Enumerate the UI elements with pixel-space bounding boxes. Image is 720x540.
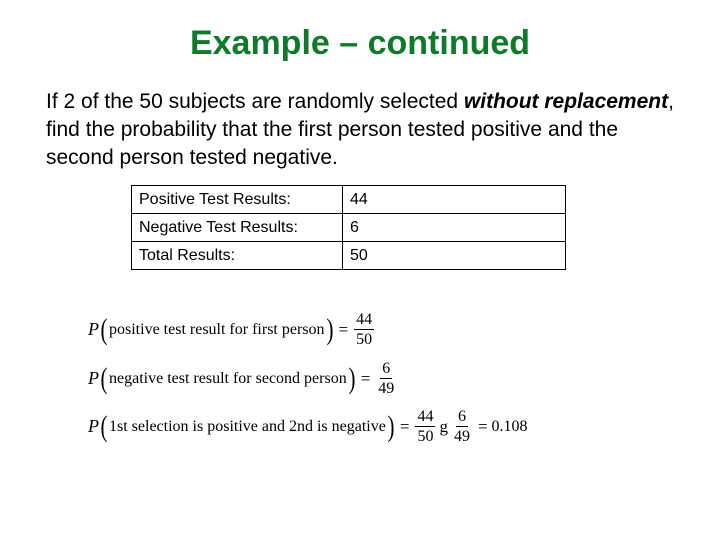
event-text: negative test result for second person	[109, 369, 347, 387]
problem-text-1: If 2 of the 50 subjects are randomly selected	[46, 90, 464, 113]
open-paren: (	[100, 361, 108, 395]
fraction	[354, 310, 374, 349]
equals-sign: =	[477, 416, 488, 436]
row-label: Positive Test Results:	[132, 186, 343, 214]
equals-sign: =	[360, 368, 371, 388]
row-value: 44	[343, 186, 566, 214]
denominator: 50	[356, 331, 373, 348]
denominator: 50	[417, 428, 434, 445]
formula-joint	[88, 407, 528, 446]
numerator: 44	[356, 311, 373, 328]
close-paren: )	[387, 409, 395, 443]
formula-second-negative	[88, 359, 398, 398]
numerator: 6	[382, 360, 391, 377]
probability-symbol: P	[88, 319, 99, 339]
table-row	[132, 214, 566, 242]
row-value: 50	[343, 242, 566, 270]
table-row	[132, 186, 566, 214]
multiply-operator: g	[439, 416, 448, 436]
denominator: 49	[453, 428, 470, 445]
numerator: 6	[457, 408, 466, 425]
formula-first-positive	[88, 310, 376, 349]
results-table	[131, 185, 566, 270]
row-value: 6	[343, 214, 566, 242]
denominator: 49	[378, 380, 395, 397]
close-paren: )	[326, 312, 334, 346]
result-value: 0.108	[491, 417, 528, 435]
probability-symbol: P	[88, 368, 99, 388]
row-label: Total Results:	[132, 242, 343, 270]
problem-text-2: , find the probability that the first person tested positive and the second person tested negative.	[46, 90, 674, 169]
event-text: 1st selection is positive and 2nd is negative	[109, 417, 386, 435]
problem-emphasis: without replacement	[463, 90, 669, 113]
event-text: positive test result for first person	[109, 320, 325, 338]
table-row	[132, 242, 566, 270]
row-label: Negative Test Results:	[132, 214, 343, 242]
probability-symbol: P	[88, 416, 99, 436]
open-paren: (	[100, 312, 108, 346]
fraction	[376, 359, 396, 398]
open-paren: (	[100, 409, 108, 443]
fraction	[452, 407, 472, 446]
problem-statement	[46, 88, 686, 172]
equals-sign: =	[399, 416, 410, 436]
numerator: 44	[417, 408, 434, 425]
equals-sign: =	[338, 319, 349, 339]
slide-title: Example – continued	[189, 24, 531, 62]
close-paren: )	[348, 361, 356, 395]
fraction	[415, 407, 435, 446]
